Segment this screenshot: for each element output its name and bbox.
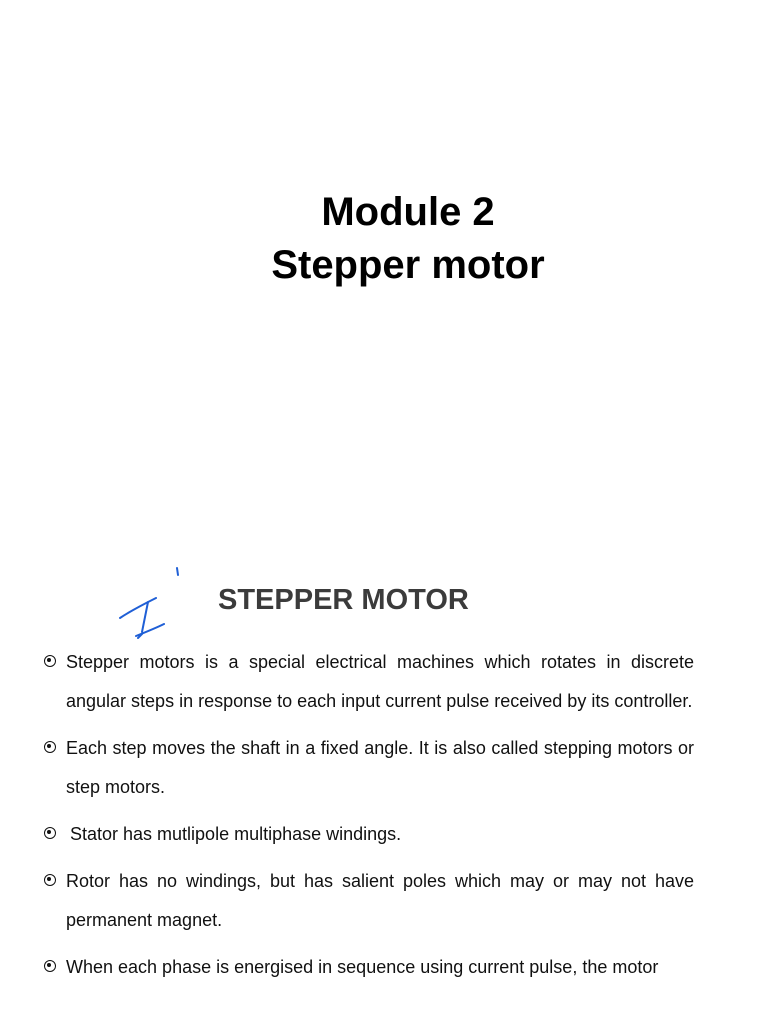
list-item	[44, 862, 694, 940]
section-heading: STEPPER MOTOR	[218, 584, 469, 616]
slide-title-line-2: Stepper motor	[271, 243, 545, 287]
bullet-circle-icon	[44, 960, 56, 972]
bullet-circle-icon	[44, 741, 56, 753]
list-item	[44, 948, 694, 987]
bullet-text: When each phase is energised in sequence using current pulse, the motor	[66, 957, 659, 977]
list-item	[44, 643, 694, 721]
list-item	[44, 815, 694, 854]
bullet-text: Rotor has no windings, but has salient poles which may or may not have permanent magnet.	[66, 871, 694, 930]
handwritten-annotation-icon	[112, 562, 184, 644]
bullet-text: Stator has mutlipole multiphase windings.	[70, 824, 402, 844]
bullet-circle-icon	[44, 655, 56, 667]
bullet-circle-icon	[44, 827, 56, 839]
bullet-text: Stepper motors is a special electrical machines which rotates in discrete angular steps in response to each input current pulse received by its controller.	[66, 652, 694, 711]
slide-title	[200, 186, 616, 292]
list-item	[44, 729, 694, 807]
slide-title-line-1: Module 2	[321, 190, 495, 234]
bullet-list	[44, 643, 694, 995]
bullet-text: Each step moves the shaft in a fixed angle. It is also called stepping motors or step motors.	[66, 738, 694, 797]
bullet-circle-icon	[44, 874, 56, 886]
